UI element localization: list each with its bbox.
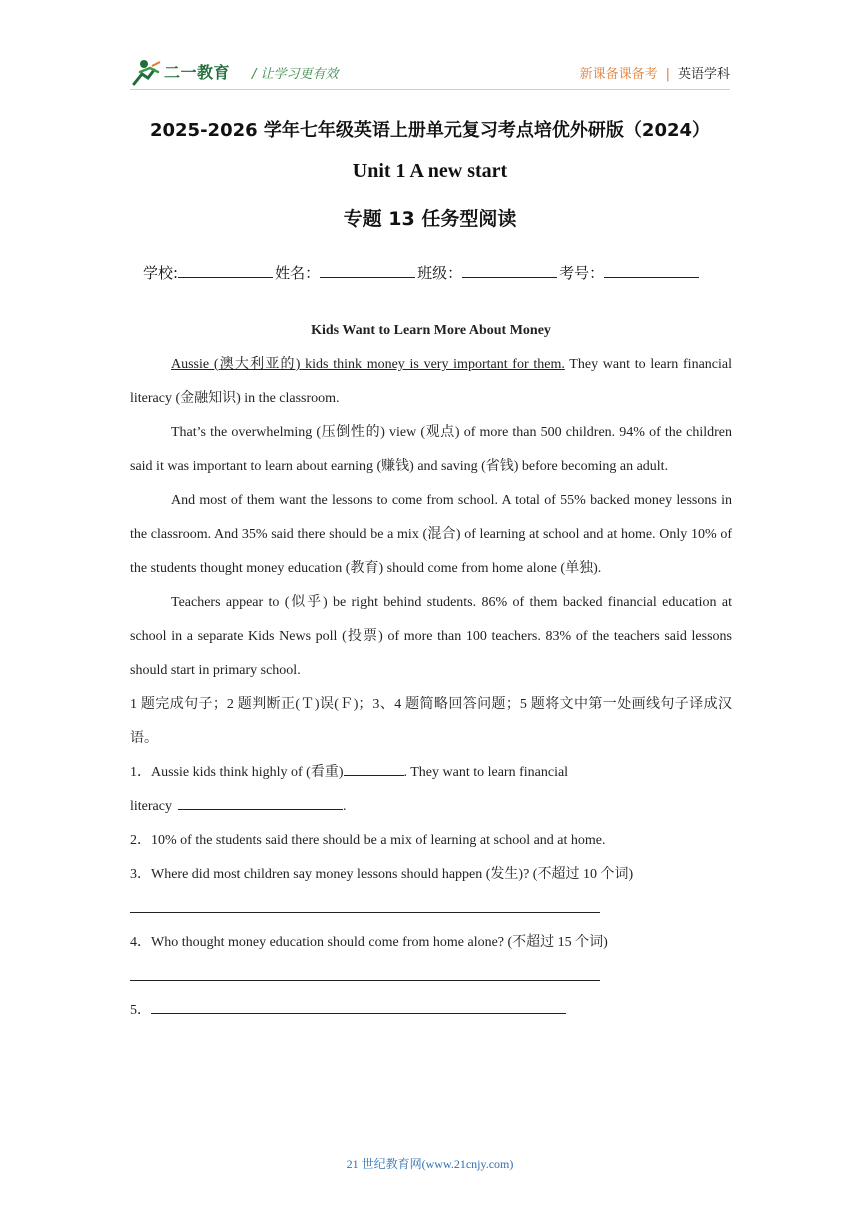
paragraph-4: Teachers appear to (似乎) be right behind students. 86% of them backed financial education at school in a separate Kids News poll (投票) of more than 100 teachers. 83% of the teachers said lessons should start in primary school.	[130, 595, 732, 678]
question-1-blank-a[interactable]	[344, 763, 404, 776]
question-3-answer-line[interactable]	[130, 892, 732, 926]
paragraph-1	[130, 348, 732, 416]
logo-text: 二一教育	[164, 63, 231, 82]
header-slogan: / 让学习更有效	[252, 67, 339, 82]
question-3: 3．Where did most children say money lessons should happen (发生)? (不超过 10 个词)	[130, 867, 634, 882]
page-footer: 21 世纪教育网(www.21cnjy.com)	[346, 1157, 514, 1171]
page-header	[130, 56, 730, 90]
question-1	[130, 756, 732, 790]
underlined-sentence: Aussie (澳大利亚的) kids think money is very important for them.	[171, 357, 565, 372]
question-1-text: 1．Aussie kids think highly of (看重)	[130, 765, 344, 780]
student-info-row	[143, 262, 701, 283]
document-body	[130, 314, 732, 1028]
question-5-answer-line[interactable]	[151, 1001, 566, 1014]
paragraph-1-rest: They want to learn financial literacy (金融知识) in the classroom.	[130, 357, 732, 406]
instructions: 1 题完成句子；2 题判断正(Ｔ)误(Ｆ)；3、4 题简略回答问题；5 题将文中第一处画线句子译成汉语。	[130, 697, 732, 746]
header-tagline: 新课备课备考	[579, 67, 658, 82]
question-2: 2．10% of the students said there should be a mix of learning at school and at home.	[130, 833, 606, 848]
question-4: 4．Who thought money education should come from home alone? (不超过 15 个词)	[130, 935, 608, 950]
question-1-end: .	[342, 799, 347, 814]
class-label: 班级：	[417, 264, 463, 282]
question-5-number: 5．	[130, 1003, 151, 1018]
question-1-text-c: literacy	[130, 799, 172, 814]
question-1-text-b: . They want to learn financial	[403, 765, 569, 780]
question-5	[130, 994, 732, 1028]
paragraph-2: That’s the overwhelming (压倒性的) view (观点) of more than 500 children. 94% of the children said it was important to learn about earning (赚钱) and saving (省钱) before becoming an adult.	[130, 425, 732, 474]
header-separator: |	[665, 67, 670, 82]
unit-title: Unit 1 A new start	[352, 160, 508, 182]
school-label: 学校:	[143, 264, 179, 282]
question-4-answer-line[interactable]	[130, 960, 732, 994]
header-right	[580, 63, 730, 82]
name-label: 姓名：	[275, 264, 321, 282]
passage-title: Kids Want to Learn More About Money	[311, 323, 551, 338]
paragraph-3: And most of them want the lessons to come from school. A total of 55% backed money lessons in the classroom. And 35% said there should be a mix (混合) of learning at school and at home. Only 10% of the students thought money education (教育) should come from home alone (单独).	[130, 493, 732, 576]
exam-no-field[interactable]	[604, 263, 699, 278]
name-field[interactable]	[320, 263, 415, 278]
header-divider	[130, 89, 730, 90]
question-1-cont	[130, 790, 732, 824]
doc-title: 2025-2026 学年七年级英语上册单元复习考点培优外研版（2024）	[149, 120, 711, 141]
exam-no-label: 考号：	[559, 264, 605, 282]
topic-title: 专题 13 任务型阅读	[343, 208, 517, 230]
question-1-blank-b[interactable]	[178, 797, 343, 810]
header-subject: 英语学科	[677, 67, 730, 82]
class-field[interactable]	[462, 263, 557, 278]
school-field[interactable]	[178, 263, 273, 278]
